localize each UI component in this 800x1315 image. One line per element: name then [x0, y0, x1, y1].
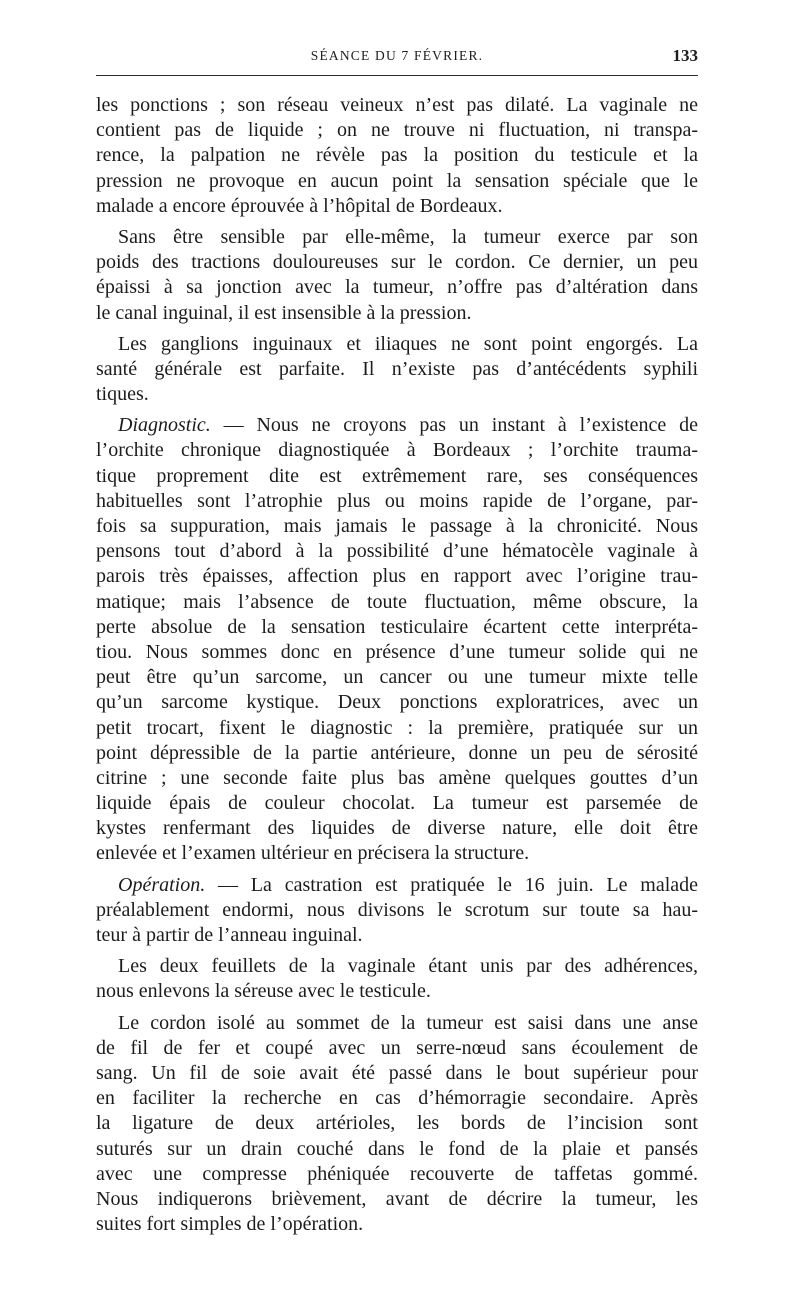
text-line: pensons tout d’abord à la possibilité d’une hématocèle vaginale à — [96, 540, 698, 563]
text-line: Nous indiquerons brièvement, avant de décrire la tumeur, les — [96, 1187, 698, 1210]
text-line: Les deux feuillets de la vaginale étant unis par des adhérences, — [118, 955, 698, 978]
paragraph — [96, 954, 698, 1004]
section-run-in-heading: Opération. — [118, 873, 206, 896]
text-line: tique proprement dite est extrêmement rare, ses conséquences — [96, 464, 698, 487]
text-line: Sans être sensible par elle-même, la tumeur exerce par son — [118, 225, 698, 248]
text-line: Les ganglions inguinaux et iliaques ne sont point engorgés. La — [118, 332, 698, 355]
text-line — [96, 873, 698, 898]
text-line: habituelles sont l’atrophie plus ou moins rapide de l’organe, par- — [96, 489, 698, 512]
text-line: citrine ; une seconde faite plus bas amène quelques gouttes d’un — [96, 766, 698, 789]
text-line: Le cordon isolé au sommet de la tumeur est saisi dans une anse — [118, 1011, 698, 1034]
text-line: épaissi à sa jonction avec la tumeur, n’offre pas d’altération dans — [96, 276, 698, 299]
text-line: la ligature de deux artérioles, les bords de l’incision sont — [96, 1112, 698, 1135]
text-line: fois sa suppuration, mais jamais le passage à la chronicité. Nous — [96, 515, 698, 537]
paragraph — [96, 225, 698, 326]
text-line: perte absolue de la sensation testiculaire écartent cette interpréta- — [96, 615, 698, 638]
text-line: malade a encore éprouvée à l’hôpital de Bordeaux. — [96, 194, 503, 217]
text-line: tiou. Nous sommes donc en présence d’une tumeur solide qui ne — [96, 640, 698, 663]
text-line: parois très épaisses, affection plus en rapport avec l’origine trau- — [96, 565, 698, 588]
text-line: suturés sur un drain couché dans le fond de la plaie et pansés — [96, 1137, 698, 1160]
section-run-in-heading: Diagnostic. — [118, 414, 211, 437]
text-line: nous enlevons la séreuse avec le testicule. — [96, 980, 431, 1003]
text-line: teur à partir de l’anneau inguinal. — [96, 924, 363, 946]
running-title: SÉANCE DU 7 FÉVRIER. — [310, 48, 484, 63]
paragraph — [96, 332, 698, 408]
text-line: poids des tractions douloureuses sur le cordon. Ce dernier, un peu — [96, 251, 698, 274]
text-line: sang. Un fil de soie avait été passé dans le bout supérieur pour — [96, 1061, 698, 1084]
text-line: santé générale est parfaite. Il n’existe pas d’antécédents syphili — [96, 357, 698, 380]
text-line — [96, 413, 698, 438]
text-line: l’orchite chronique diagnostiquée à Bordeaux ; l’orchite trauma- — [96, 439, 698, 462]
text-line: avec une compresse phéniquée recouverte de taffetas gommé. — [96, 1162, 698, 1185]
body-text — [96, 93, 698, 1237]
text-line: contient pas de liquide ; on ne trouve ni fluctuation, ni transpa- — [96, 119, 698, 142]
run-in-continuation: — La castration est pratiquée le 16 juin. Le malade — [205, 873, 698, 896]
text-line: de fil de fer et coupé avec un serre-nœud sans écoulement de — [96, 1036, 698, 1059]
paragraph — [96, 93, 698, 219]
text-line: kystes renfermant des liquides de diverse nature, elle doit être — [96, 817, 698, 840]
text-line: liquide épais de couleur chocolat. La tumeur est parsemée de — [96, 792, 698, 815]
text-line: suites fort simples de l’opération. — [96, 1213, 364, 1236]
text-line: enlevée et l’examen ultérieur en précisera la structure. — [96, 842, 530, 865]
text-line: tiques. — [96, 383, 149, 406]
text-line: point dépressible de la partie antérieure, donne un peu de sérosité — [96, 741, 698, 764]
text-line: peut être qu’un sarcome, un cancer ou une tumeur mixte telle — [96, 666, 698, 689]
paragraph — [96, 413, 698, 866]
paragraph — [96, 1011, 698, 1238]
header-rule — [96, 75, 698, 76]
text-line: qu’un sarcome kystique. Deux ponctions exploratrices, avec un — [96, 691, 698, 714]
page-header — [96, 44, 698, 76]
text-line: matique; mais l’absence de toute fluctuation, même obscure, la — [96, 590, 698, 613]
text-line: petit trocart, fixent le diagnostic : la première, pratiquée sur un — [96, 716, 698, 739]
paragraph — [96, 873, 698, 949]
text-line: le canal inguinal, il est insensible à la pression. — [96, 301, 472, 324]
page-number: 133 — [672, 46, 698, 65]
text-line: les ponctions ; son réseau veineux n’est pas dilaté. La vaginale ne — [96, 94, 698, 116]
text-line: pression ne provoque en aucun point la sensation spéciale que le — [96, 169, 698, 192]
text-line: préalablement endormi, nous divisons le scrotum sur toute sa hau- — [96, 898, 698, 921]
text-line: en faciliter la recherche en cas d’hémorragie secondaire. Après — [96, 1087, 698, 1110]
run-in-continuation: — Nous ne croyons pas un instant à l’existence de — [210, 414, 698, 437]
text-line: rence, la palpation ne révèle pas la position du testicule et la — [96, 144, 698, 167]
